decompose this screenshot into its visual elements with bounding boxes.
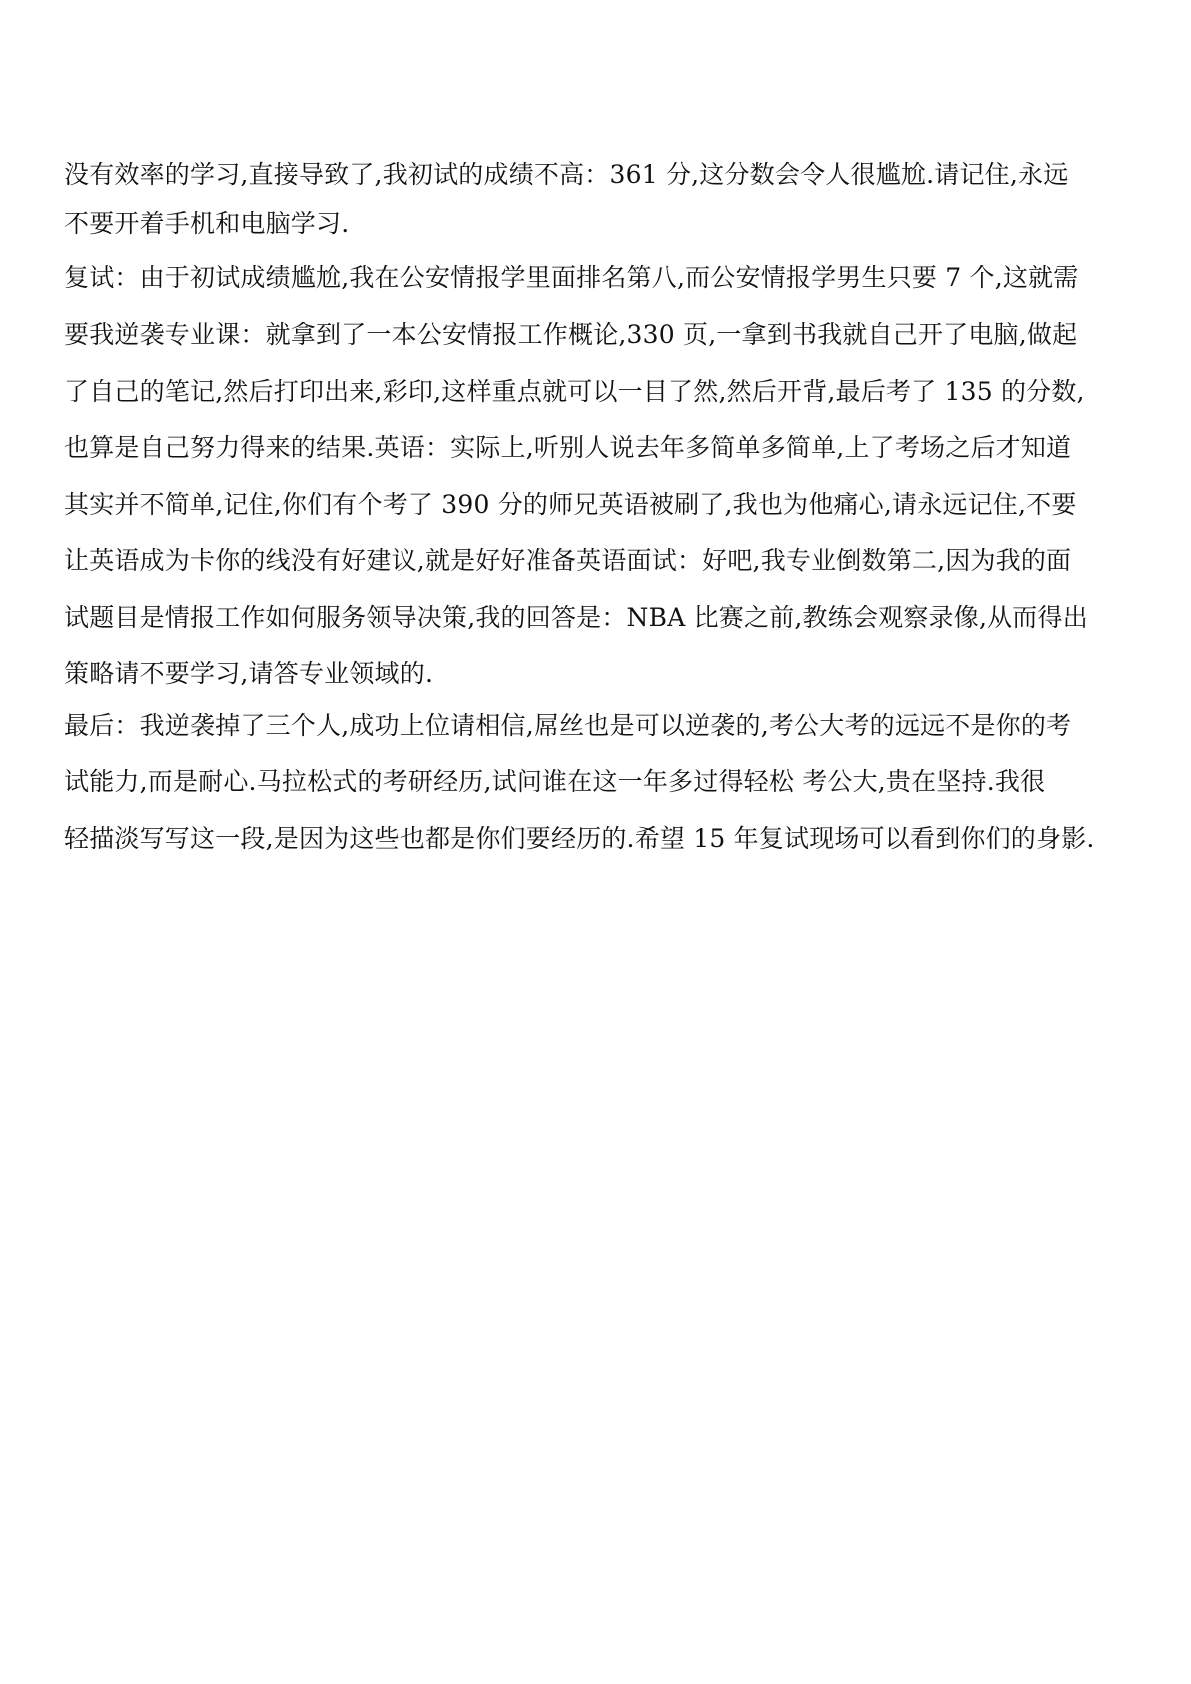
text-line: 最后：我逆袭掉了三个人,成功上位请相信,屌丝也是可以逆袭的,考公大考的远远不是你的考: [64, 711, 1072, 740]
text-line: 不要开着手机和电脑学习.: [64, 209, 350, 238]
text-line: 复试：由于初试成绩尴尬,我在公安情报学里面排名第八,而公安情报学男生只要 7 个,这就需: [64, 263, 1079, 292]
text-line: 没有效率的学习,直接导致了,我初试的成绩不高：361 分,这分数会令人很尴尬.请记住,永远: [64, 160, 1069, 189]
text-line: 其实并不简单,记住,你们有个考了 390 分的师兄英语被刷了,我也为他痛心,请永远记住,不要: [64, 490, 1077, 519]
text-line: 了自己的笔记,然后打印出来,彩印,这样重点就可以一目了然,然后开背,最后考了 135 的分数,: [64, 377, 1085, 406]
text-line: 轻描淡写写这一段,是因为这些也都是你们要经历的.希望 15 年复试现场可以看到你们的身影.: [64, 824, 1095, 853]
text-line: 策略请不要学习,请答专业领域的.: [64, 659, 434, 688]
text-line: 要我逆袭专业课：就拿到了一本公安情报工作概论,330 页,一拿到书我就自己开了电脑,做起: [64, 320, 1078, 349]
text-line: 让英语成为卡你的线没有好建议,就是好好准备英语面试：好吧,我专业倒数第二,因为我的面: [64, 546, 1072, 575]
text-line: 也算是自己努力得来的结果.英语：实际上,听别人说去年多简单多简单,上了考场之后才知道: [64, 433, 1072, 462]
text-line: 试题目是情报工作如何服务领导决策,我的回答是：NBA 比赛之前,教练会观察录像,从而得出: [64, 603, 1088, 632]
text-line: 试能力,而是耐心.马拉松式的考研经历,试问谁在这一年多过得轻松 考公大,贵在坚持.我很: [64, 767, 1046, 796]
